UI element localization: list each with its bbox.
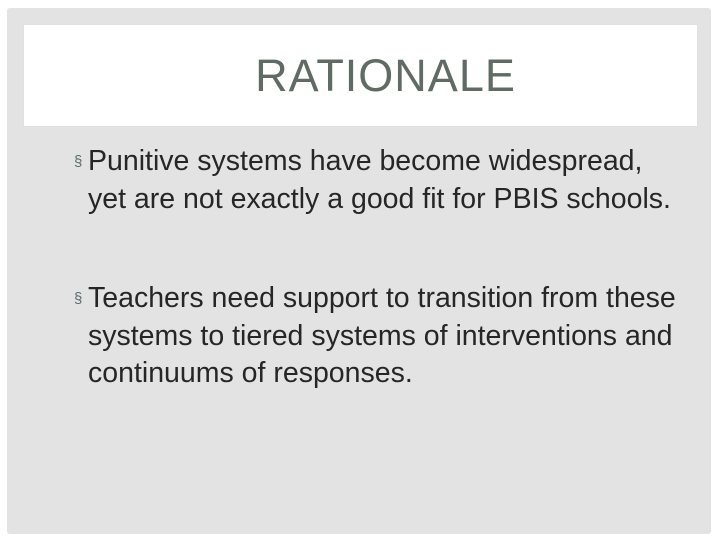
slide-body: [74, 143, 684, 393]
title-band: [24, 25, 697, 126]
slide-title: RATIONALE: [255, 49, 516, 101]
bullet-icon: §: [74, 290, 83, 307]
bullet-item: [74, 143, 684, 218]
bullet-text: Teachers need support to transition from these systems to tiered systems of interventions and continuums of responses.: [88, 282, 676, 389]
bullet-text: Punitive systems have become widespread, yet are not exactly a good fit for PBIS schools.: [88, 145, 671, 215]
bullet-icon: §: [74, 153, 83, 170]
bullet-item: [74, 280, 684, 393]
